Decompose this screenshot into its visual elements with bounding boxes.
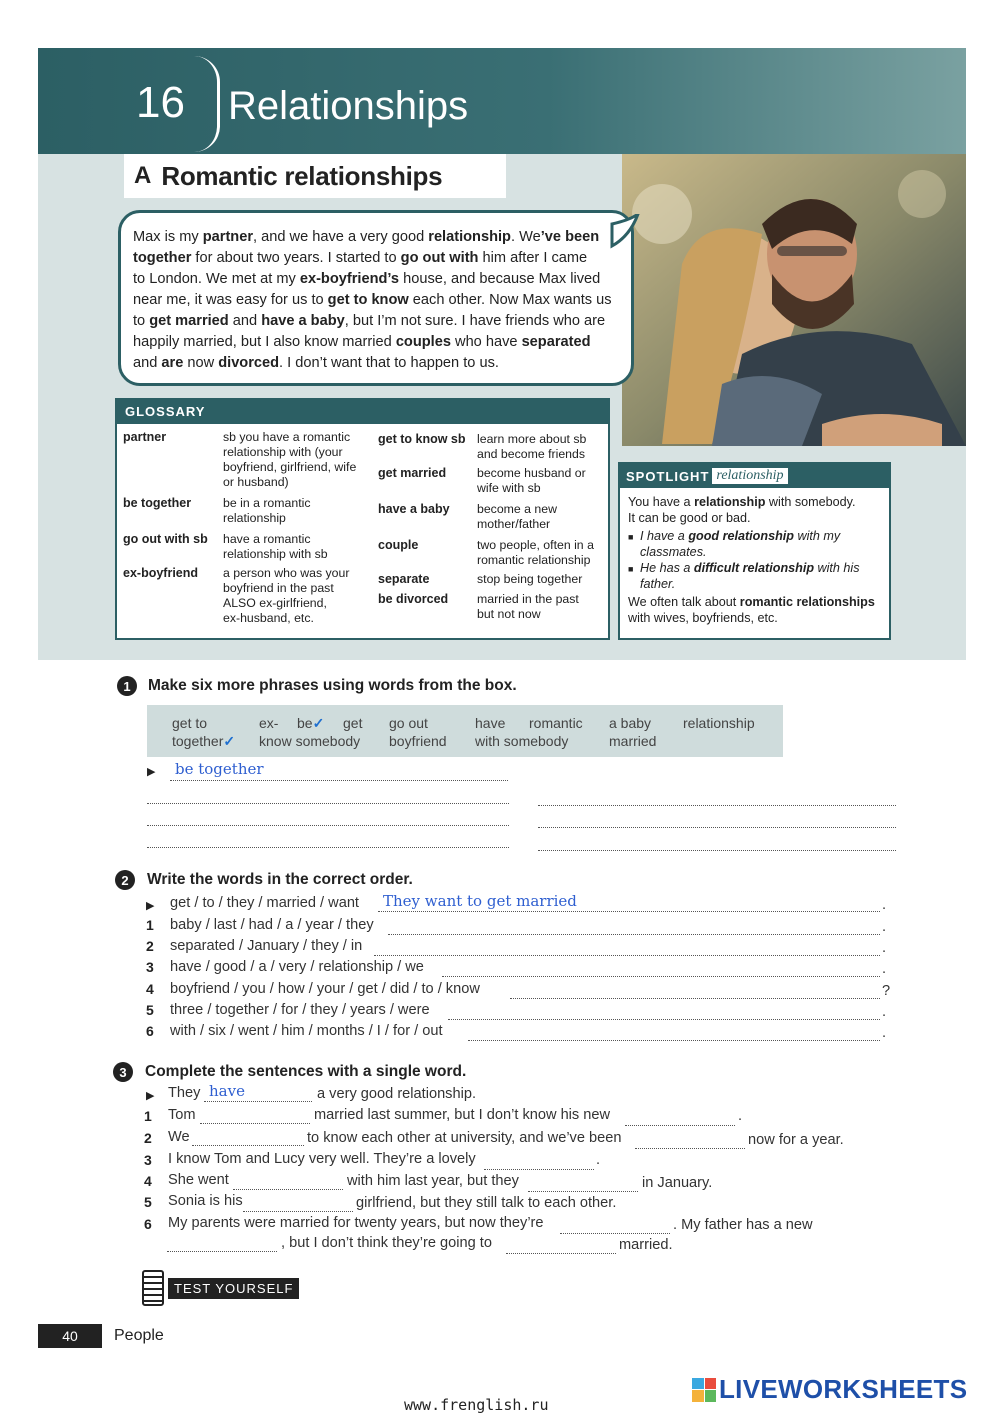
answer-input-6[interactable] [538, 833, 896, 851]
brand-text: LIVEWORKSHEETS [719, 1374, 968, 1404]
word-box-item: go out [389, 715, 428, 731]
sentence-text: a very good relationship. [317, 1086, 477, 1102]
answer-input-4[interactable] [538, 810, 896, 828]
sentence-end-punctuation: ? [882, 983, 891, 999]
bubble-key-word: get married [149, 313, 229, 329]
glossary-definition-line: stop being together [477, 572, 583, 586]
answer-input-ex2-4[interactable] [510, 983, 880, 999]
answer-input-ex2-1[interactable] [388, 919, 880, 935]
question-number: 6 [144, 1216, 152, 1232]
glossary-definition-line: relationship with (your [223, 445, 343, 459]
bubble-text: near me, it was easy for us to [133, 292, 328, 308]
answer-line [378, 911, 880, 912]
bubble-line [133, 248, 619, 269]
word-box-item: boyfriend [389, 733, 447, 749]
glossary-definition-line: relationship with sb [223, 547, 328, 561]
example-answer: They want to get married [383, 892, 577, 910]
bubble-text: , and we have a very good [253, 229, 429, 245]
glossary-definition-line: romantic relationship [477, 553, 591, 567]
glossary-definition-line: wife with sb [477, 481, 541, 495]
liveworksheets-logo [692, 1374, 967, 1405]
brand-grid-icon [692, 1378, 716, 1402]
glossary-term: ex-boyfriend [123, 566, 199, 580]
spotlight-bold: relationship [694, 495, 766, 509]
glossary-term: have a baby [378, 502, 450, 516]
question-number: 5 [144, 1194, 152, 1210]
question-number: 1 [146, 917, 154, 933]
sentence-end-punctuation: . [882, 919, 887, 935]
sentence-text: married. [619, 1237, 673, 1253]
blank-6c[interactable] [506, 1238, 616, 1254]
example-arrow-icon: ▶ [147, 766, 156, 778]
question-number: 2 [146, 938, 154, 954]
glossary-definition-line: have a romantic [223, 532, 311, 546]
spotlight-label: SPOTLIGHT [626, 468, 710, 484]
answer-input-ex2-5[interactable] [448, 1004, 880, 1020]
word-box-text: together [172, 733, 224, 749]
blank-2a[interactable] [192, 1130, 304, 1146]
section-letter: A [134, 162, 152, 189]
sentence-text: married last summer, but I don’t know his new [314, 1107, 611, 1123]
glossary-definition [223, 496, 363, 526]
sentence-text: She went [168, 1172, 229, 1188]
exercise-number: 2 [115, 870, 135, 890]
word-box [147, 705, 783, 757]
spotlight-bold: romantic relationships [739, 595, 875, 609]
blank-6b[interactable] [167, 1236, 277, 1252]
answer-input-ex2-2[interactable] [374, 940, 880, 956]
glossary-definition-line: be in a romantic [223, 496, 311, 510]
sentence-text: I know Tom and Lucy very well. They’re a lovely [168, 1151, 476, 1167]
spotlight-text: We often talk about [628, 595, 740, 609]
spotlight-text: with somebody. [765, 495, 856, 509]
scrambled-words: have / good / a / very / relationship / we [170, 959, 424, 975]
glossary-definition [223, 532, 363, 562]
glossary-term: get married [378, 466, 447, 480]
glossary-definition-line: become a new [477, 502, 557, 516]
section-title: Romantic relationships [161, 160, 443, 191]
glossary-definition [477, 466, 617, 496]
glossary-definition [477, 538, 617, 568]
exercise-title: Complete the sentences with a single word. [145, 1063, 467, 1080]
bubble-text: . We [510, 229, 541, 245]
question-number: 3 [144, 1152, 152, 1168]
bubble-line [133, 227, 619, 248]
sentence-text: in January. [642, 1175, 713, 1191]
answer-input-ex2-6[interactable] [468, 1025, 880, 1041]
question-number: 4 [146, 981, 154, 997]
bubble-line [133, 311, 619, 332]
word-box-item: get [343, 715, 363, 731]
bubble-text: , but I’m not sure. I have friends who are [344, 313, 606, 329]
word-box-item [172, 732, 235, 750]
example-answer: be together [175, 760, 264, 778]
bubble-text: and [228, 313, 262, 329]
word-box-item: know somebody [259, 733, 361, 749]
sentence-text: My parents were married for twenty years, but now they’re [168, 1215, 544, 1231]
spotlight-box [618, 462, 891, 640]
question-number: 4 [144, 1173, 152, 1189]
bubble-text: . I don’t want that to happen to us. [279, 355, 499, 371]
bubble-text: happily married, but I also know married [133, 334, 396, 350]
glossary-definition-line: boyfriend in the past [223, 581, 334, 595]
page-number: 40 [38, 1324, 102, 1348]
spotlight-text: father. [640, 577, 676, 591]
exercise-number: 1 [117, 676, 137, 696]
glossary-term: partner [123, 430, 167, 444]
glossary-box [115, 398, 610, 640]
glossary-definition [223, 566, 363, 626]
answer-input-2[interactable] [538, 788, 896, 806]
check-mark-icon: ✓ [223, 733, 236, 749]
question-number: 2 [144, 1130, 152, 1146]
glossary-definition-line: but not now [477, 607, 541, 621]
scrambled-words: with / six / went / him / months / I / for / out [170, 1023, 443, 1039]
glossary-definition [477, 432, 617, 462]
page-section: People [114, 1327, 164, 1344]
notebook-icon [142, 1270, 164, 1306]
glossary-term: be divorced [378, 592, 449, 606]
bubble-key-word: have a baby [261, 313, 345, 329]
spotlight-body [620, 488, 889, 632]
glossary-definition-line: a person who was your [223, 566, 350, 580]
spotlight-text: You have a [628, 495, 695, 509]
sentence-text: . [738, 1108, 743, 1124]
footer-url: www.frenglish.ru [404, 1396, 549, 1414]
bubble-key-word: ex-boyfriend’s [299, 271, 400, 287]
spotlight-text: He has a [640, 561, 694, 575]
glossary-definition-line: and become friends [477, 447, 586, 461]
scrambled-words: get / to / they / married / want [170, 895, 359, 911]
scrambled-words: separated / January / they / in [170, 938, 363, 954]
bubble-text: Max is my [133, 229, 203, 245]
bubble-line [133, 290, 619, 311]
glossary-definition-line: or husband) [223, 475, 289, 489]
answer-input-ex2-3[interactable] [442, 961, 880, 977]
sentence-text: to know each other at university, and we’ve been [307, 1130, 622, 1146]
bubble-text: house, and because Max lived [399, 271, 601, 287]
sentence-end-punctuation: . [882, 940, 887, 956]
glossary-definition [477, 502, 617, 532]
glossary-title: GLOSSARY [117, 400, 608, 424]
glossary-definition [223, 430, 363, 490]
spotlight-example [628, 560, 881, 592]
sentence-text: now for a year. [748, 1132, 844, 1148]
sentence-end-punctuation: . [882, 897, 887, 913]
glossary-term: go out with sb [123, 532, 208, 546]
bubble-key-word: get to know [327, 292, 409, 308]
bubble-key-word: together [133, 250, 192, 266]
glossary-definition-line: relationship [223, 511, 286, 525]
bubble-text: each other. Now Max wants us [408, 292, 612, 308]
sentence-text: with him last year, but they [347, 1173, 519, 1189]
sentence-text: They [168, 1085, 201, 1101]
scrambled-words: three / together / for / they / years / were [170, 1002, 430, 1018]
bubble-key-word: ’ve been [540, 229, 600, 245]
word-box-item: with somebody [475, 733, 569, 749]
speech-bubble [118, 210, 634, 386]
bubble-text: for about two years. I started to [191, 250, 401, 266]
sentence-text: . [596, 1152, 601, 1168]
glossary-definition-line: become husband or [477, 466, 586, 480]
bubble-key-word: relationship [428, 229, 511, 245]
bubble-line [133, 269, 619, 290]
sentence-end-punctuation: . [882, 961, 887, 977]
bubble-key-word: go out with [400, 250, 479, 266]
check-mark-icon: ✓ [312, 715, 325, 731]
blank-1a[interactable] [200, 1108, 310, 1124]
couple-photo [622, 154, 966, 446]
blank-2b[interactable] [635, 1133, 745, 1149]
sentence-text: Tom [168, 1107, 196, 1123]
spotlight-example [628, 528, 881, 560]
spotlight-word: relationship [712, 468, 787, 484]
spotlight-text: with my [793, 529, 841, 543]
word-box-item: married [609, 733, 657, 749]
glossary-definition-line: sb you have a romantic [223, 430, 351, 444]
unit-title: Relationships [228, 84, 469, 128]
unit-number: 16 [136, 78, 185, 127]
blank-6a[interactable] [560, 1218, 670, 1234]
word-box-item: ex- [259, 715, 279, 731]
answer-line [170, 780, 508, 781]
glossary-definition-line: two people, often in a [477, 538, 594, 552]
blank-3[interactable] [484, 1154, 594, 1170]
question-number: 6 [146, 1023, 154, 1039]
glossary-term: separate [378, 572, 430, 586]
sentence-text: girlfriend, but they still talk to each other. [356, 1195, 617, 1211]
bubble-text: now [183, 355, 219, 371]
question-number: 3 [146, 959, 154, 975]
glossary-term: get to know sb [378, 432, 466, 446]
glossary-definition-line: ex-husband, etc. [223, 611, 314, 625]
answer-input-3[interactable] [147, 808, 509, 826]
sentence-text: , but I don’t think they’re going to [281, 1235, 492, 1251]
bubble-key-word: partner [202, 229, 254, 245]
bubble-text: who have [450, 334, 522, 350]
bubble-text: and [133, 355, 162, 371]
bubble-key-word: couples [395, 334, 451, 350]
sentence-end-punctuation: . [882, 1025, 887, 1041]
spotlight-bold: good relationship [688, 529, 794, 543]
spotlight-text: I have a [640, 529, 689, 543]
speech-bubble-tail [610, 214, 640, 254]
word-box-item: romantic [529, 715, 583, 731]
answer-input-5[interactable] [147, 830, 509, 848]
glossary-term: couple [378, 538, 419, 552]
blank-1b[interactable] [625, 1110, 735, 1126]
exercise-number: 3 [113, 1062, 133, 1082]
word-box-item [297, 714, 324, 732]
bubble-line [133, 332, 619, 353]
spotlight-text: It can be good or bad. [628, 511, 751, 525]
blank-5[interactable] [243, 1196, 353, 1212]
sentence-text: Sonia is his [168, 1193, 243, 1209]
word-box-item: relationship [683, 715, 755, 731]
bubble-text: to London. We met at my [133, 271, 300, 287]
sentence-text: We [168, 1129, 190, 1145]
glossary-definition [477, 572, 617, 587]
glossary-definition-line: ALSO ex-girlfriend, [223, 596, 327, 610]
test-yourself-label: TEST YOURSELF [168, 1278, 299, 1299]
exercise-title: Make six more phrases using words from the box. [148, 677, 517, 694]
blank-4a[interactable] [233, 1174, 343, 1190]
scrambled-words: boyfriend / you / how / your / get / did / to / know [170, 981, 480, 997]
answer-input-1[interactable] [147, 786, 509, 804]
blank-4b[interactable] [528, 1176, 638, 1192]
scrambled-words: baby / last / had / a / year / they [170, 917, 374, 933]
test-yourself-badge[interactable] [142, 1270, 299, 1306]
sentence-text: . My father has a new [673, 1217, 813, 1233]
word-box-item: get to [172, 715, 208, 731]
example-arrow-icon: ▶ [146, 1090, 155, 1102]
spotlight-bold: difficult relationship [693, 561, 815, 575]
example-answer: have [209, 1082, 245, 1100]
word-box-item: a baby [609, 715, 652, 731]
glossary-definition [477, 592, 617, 622]
bubble-line [133, 353, 619, 374]
exercise-title: Write the words in the correct order. [147, 871, 413, 888]
glossary-term: be together [123, 496, 192, 510]
word-box-text: be [297, 715, 313, 731]
bubble-key-word: divorced [218, 355, 280, 371]
spotlight-text: classmates. [640, 545, 707, 559]
bubble-key-word: separated [521, 334, 591, 350]
example-arrow-icon: ▶ [146, 900, 155, 912]
word-box-item: have [475, 715, 506, 731]
glossary-definition-line: mother/father [477, 517, 551, 531]
glossary-definition-line: married in the past [477, 592, 579, 606]
spotlight-text: with wives, boyfriends, etc. [628, 611, 778, 625]
bubble-text: to [133, 313, 150, 329]
spotlight-header [620, 464, 889, 488]
answer-line [204, 1101, 312, 1102]
glossary-definition-line: learn more about sb [477, 432, 587, 446]
section-heading [124, 154, 506, 198]
bubble-key-word: are [161, 355, 184, 371]
sentence-end-punctuation: . [882, 1004, 887, 1020]
bubble-text: him after I came [478, 250, 588, 266]
question-number: 1 [144, 1108, 152, 1124]
glossary-definition-line: boyfriend, girlfriend, wife [223, 460, 357, 474]
spotlight-text: with his [814, 561, 860, 575]
unit-divider-curve [194, 56, 220, 152]
question-number: 5 [146, 1002, 154, 1018]
